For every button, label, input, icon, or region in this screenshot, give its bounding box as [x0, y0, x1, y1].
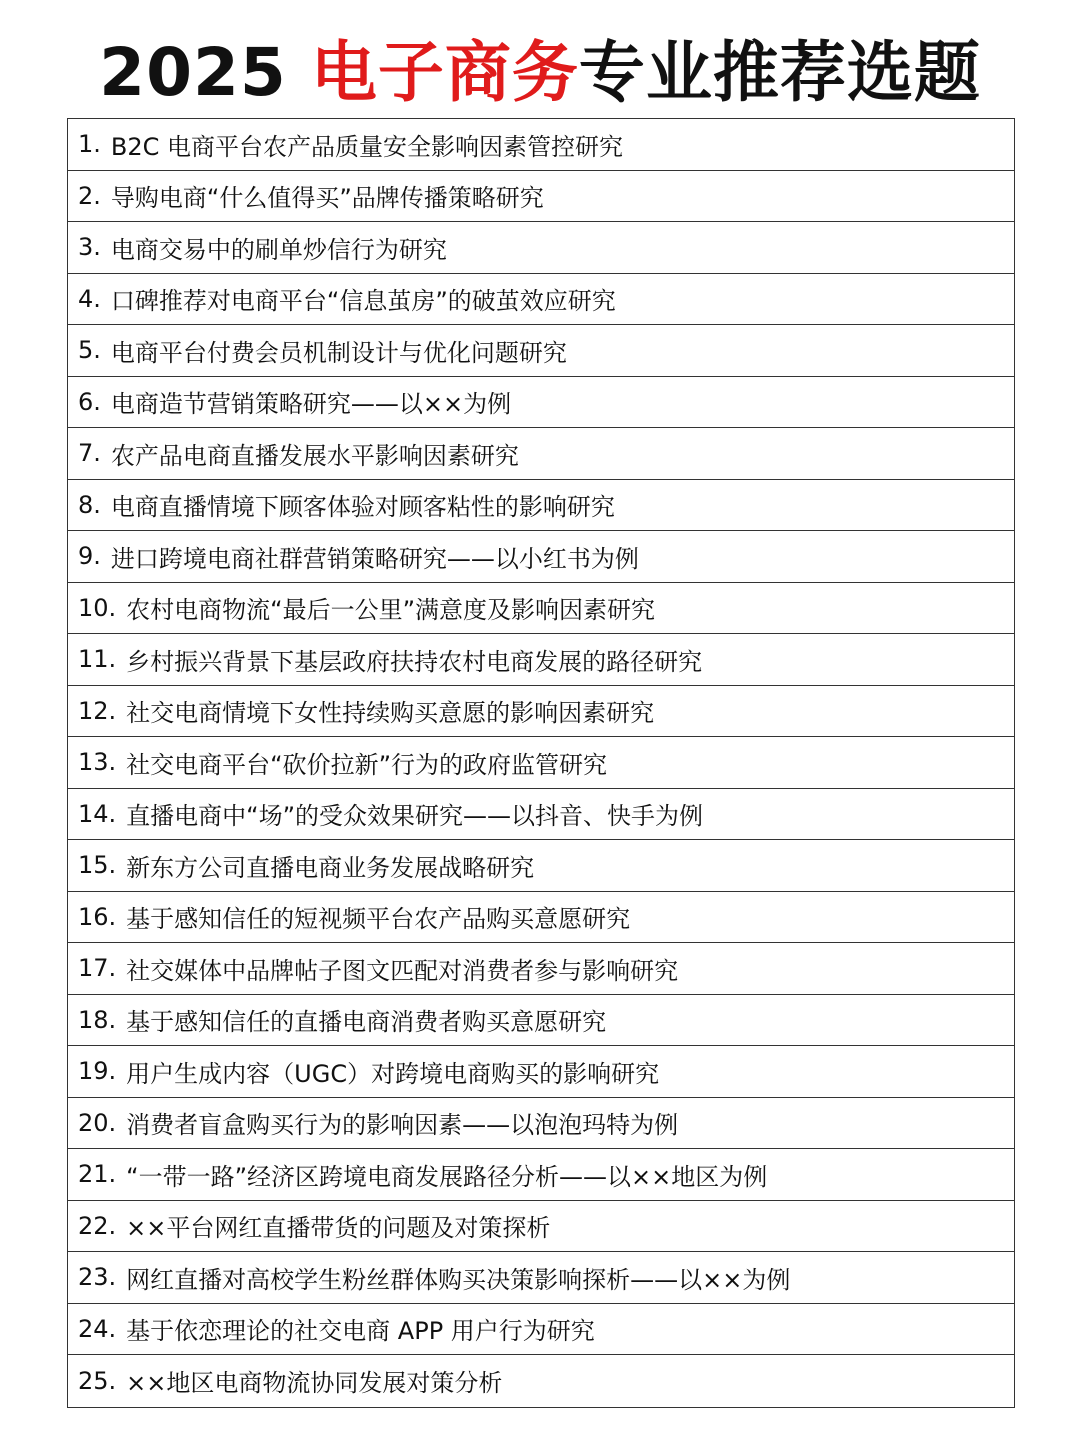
topic-text: 直播电商中“场”的受众效果研究——以抖音、快手为例 [126, 802, 704, 831]
topic-text: 电商造节营销策略研究——以××为例 [110, 390, 512, 419]
topic-text: 电商直播情境下顾客体验对顾客粘性的影响研究 [110, 493, 615, 522]
topic-number: 5. [78, 336, 101, 365]
table-row [68, 428, 1014, 480]
topic-number: 19. [78, 1057, 117, 1086]
topic-text: 基于感知信任的短视频平台农产品购买意愿研究 [126, 905, 631, 934]
topic-number: 22. [78, 1211, 117, 1240]
table-row [68, 1046, 1014, 1098]
topic-number: 17. [78, 954, 117, 983]
topic-text: 社交电商情境下女性持续购买意愿的影响因素研究 [126, 699, 655, 728]
table-row [68, 325, 1014, 377]
title-rest: 专业推荐选题 [578, 34, 981, 111]
topic-number: 10. [78, 593, 117, 622]
table-row [68, 583, 1014, 635]
page-title [0, 30, 1080, 116]
topic-number: 6. [78, 387, 101, 416]
topic-text: 基于依恋理论的社交电商 APP 用户行为研究 [126, 1317, 595, 1346]
topic-text: 电商平台付费会员机制设计与优化问题研究 [110, 338, 567, 367]
table-row [68, 1304, 1014, 1356]
topic-number: 3. [78, 233, 101, 262]
topic-number: 11. [78, 645, 117, 674]
table-row [68, 1098, 1014, 1150]
topic-number: 14. [78, 799, 117, 828]
topic-number: 25. [78, 1366, 117, 1395]
table-row [68, 737, 1014, 789]
topic-text: 社交电商平台“砍价拉新”行为的政府监管研究 [126, 750, 608, 779]
topic-text: 农产品电商直播发展水平影响因素研究 [110, 441, 519, 470]
table-row [68, 1252, 1014, 1304]
table-row [68, 892, 1014, 944]
topic-text: 新东方公司直播电商业务发展战略研究 [126, 853, 535, 882]
title-year: 2025 [99, 34, 287, 111]
table-row [68, 222, 1014, 274]
table-row [68, 840, 1014, 892]
topic-text: 网红直播对高校学生粉丝群体购买决策影响探析——以××为例 [126, 1265, 791, 1294]
topic-number: 12. [78, 696, 117, 725]
topic-number: 7. [78, 439, 101, 468]
topic-text: 电商交易中的刷单炒信行为研究 [110, 235, 447, 264]
topic-number: 24. [78, 1314, 117, 1343]
topic-number: 15. [78, 851, 117, 880]
topic-text: 消费者盲盒购买行为的影响因素——以泡泡玛特为例 [126, 1111, 679, 1140]
topic-text: 基于感知信任的直播电商消费者购买意愿研究 [126, 1008, 607, 1037]
title-accent: 电子商务 [310, 34, 579, 111]
topic-number: 21. [78, 1160, 117, 1189]
table-row [68, 943, 1014, 995]
topic-number: 4. [78, 284, 101, 313]
table-row [68, 274, 1014, 326]
topic-text: B2C 电商平台农产品质量安全影响因素管控研究 [110, 132, 624, 161]
topic-number: 8. [78, 490, 101, 519]
topic-number: 20. [78, 1108, 117, 1137]
table-row [68, 995, 1014, 1047]
topic-number: 23. [78, 1263, 117, 1292]
table-row [68, 531, 1014, 583]
topic-table [67, 118, 1015, 1408]
topic-text: 社交媒体中品牌帖子图文匹配对消费者参与影响研究 [126, 956, 679, 985]
topic-text: “一带一路”经济区跨境电商发展路径分析——以××地区为例 [126, 1162, 768, 1191]
table-row [68, 1149, 1014, 1201]
topic-number: 13. [78, 748, 117, 777]
topic-text: 导购电商“什么值得买”品牌传播策略研究 [110, 184, 544, 213]
table-row [68, 789, 1014, 841]
table-row [68, 1355, 1014, 1407]
table-row [68, 480, 1014, 532]
table-row [68, 686, 1014, 738]
topic-text: ××平台网红直播带货的问题及对策探析 [126, 1214, 551, 1243]
topic-number: 16. [78, 902, 117, 931]
topic-number: 2. [78, 181, 101, 210]
table-row [68, 377, 1014, 429]
topic-text: 进口跨境电商社群营销策略研究——以小红书为例 [110, 544, 639, 573]
topic-text: 口碑推荐对电商平台“信息茧房”的破茧效应研究 [110, 287, 616, 316]
topic-text: 用户生成内容（UGC）对跨境电商购买的影响研究 [126, 1059, 660, 1088]
table-row [68, 171, 1014, 223]
topic-number: 9. [78, 542, 101, 571]
topic-number: 18. [78, 1005, 117, 1034]
table-row [68, 119, 1014, 171]
topic-text: 乡村振兴背景下基层政府扶持农村电商发展的路径研究 [126, 647, 703, 676]
topic-text: 农村电商物流“最后一公里”满意度及影响因素研究 [126, 596, 656, 625]
table-row [68, 634, 1014, 686]
topic-number: 1. [78, 130, 101, 159]
table-row [68, 1201, 1014, 1253]
topic-text: ××地区电商物流协同发展对策分析 [126, 1369, 503, 1398]
